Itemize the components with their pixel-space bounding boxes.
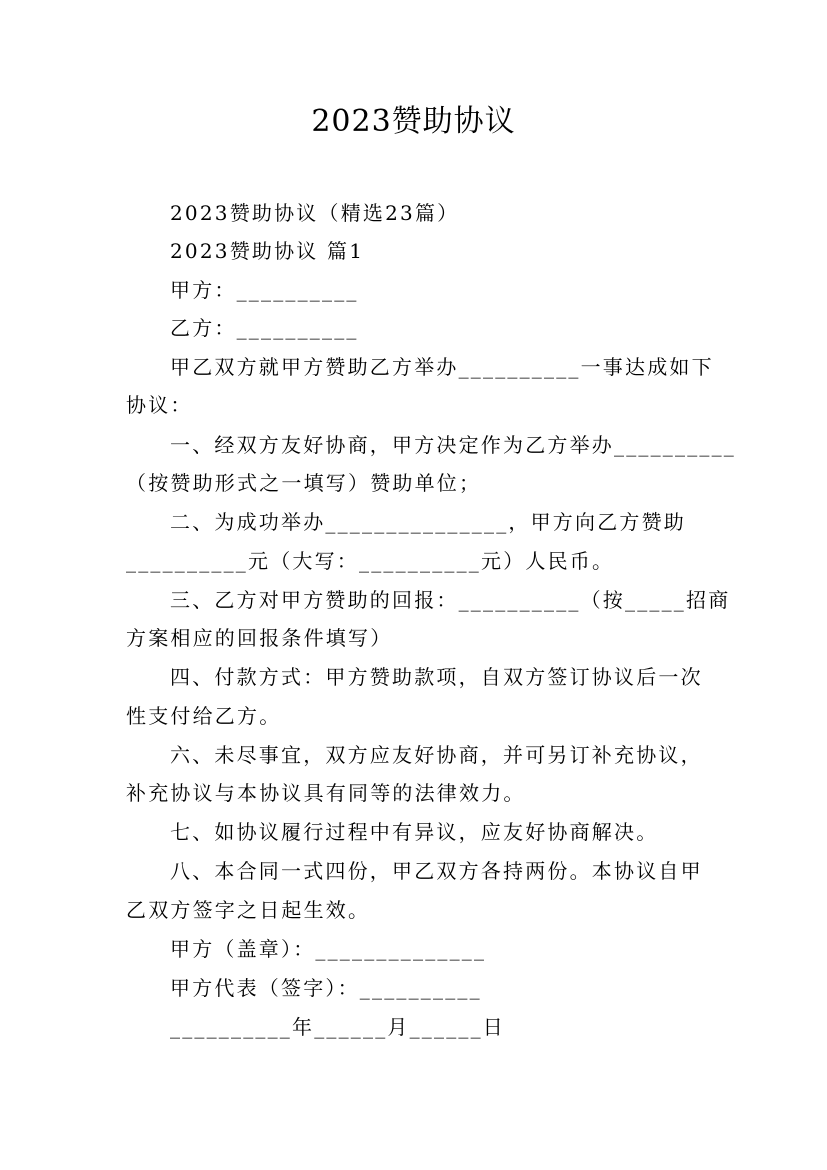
clause-3-line-2: 方案相应的回报条件填写） — [126, 626, 393, 650]
intro-paragraph-line-2: 协议： — [126, 393, 193, 417]
party-a-seal-line: 甲方（盖章）：______________ — [170, 937, 487, 961]
clause-8-line-2: 乙双方签字之日起生效。 — [126, 898, 371, 922]
clause-4-line-2: 性支付给乙方。 — [126, 704, 282, 728]
clause-1-line-2: （按赞助形式之一填写）赞助单位； — [126, 471, 482, 495]
clause-1-line-1: 一、经双方友好协商，甲方决定作为乙方举办__________ — [170, 433, 736, 457]
intro-paragraph-line-1: 甲乙双方就甲方赞助乙方举办__________一事达成如下 — [170, 355, 714, 379]
clause-4-line-1: 四、付款方式：甲方赞助款项，自双方签订协议后一次 — [170, 665, 703, 689]
clause-2-line-2: __________元（大写：__________元）人民币。 — [126, 549, 615, 573]
clause-6-line-1: 六、未尽事宜，双方应友好协商，并可另订补充协议， — [170, 743, 703, 767]
clause-7-line: 七、如协议履行过程中有异议，应友好协商解决。 — [170, 820, 659, 844]
party-a-representative-line: 甲方代表（签字）：__________ — [170, 976, 482, 1000]
clause-8-line-1: 八、本合同一式四份，甲乙双方各持两份。本协议自甲 — [170, 859, 703, 883]
document-title: 2023赞助协议 — [311, 104, 516, 139]
party-a-line: 甲方：__________ — [170, 278, 359, 302]
party-b-line: 乙方：__________ — [170, 316, 359, 340]
section-heading: 2023赞助协议 篇1 — [170, 239, 365, 263]
clause-6-line-2: 补充协议与本协议具有同等的法律效力。 — [126, 781, 526, 805]
subtitle-line: 2023赞助协议（精选23篇） — [170, 201, 460, 225]
clause-2-line-1: 二、为成功举办_______________，甲方向乙方赞助 — [170, 510, 686, 534]
date-line: __________年______月______日 — [170, 1015, 505, 1039]
clause-3-line-1: 三、乙方对甲方赞助的回报：__________（按_____招商 — [170, 588, 731, 612]
